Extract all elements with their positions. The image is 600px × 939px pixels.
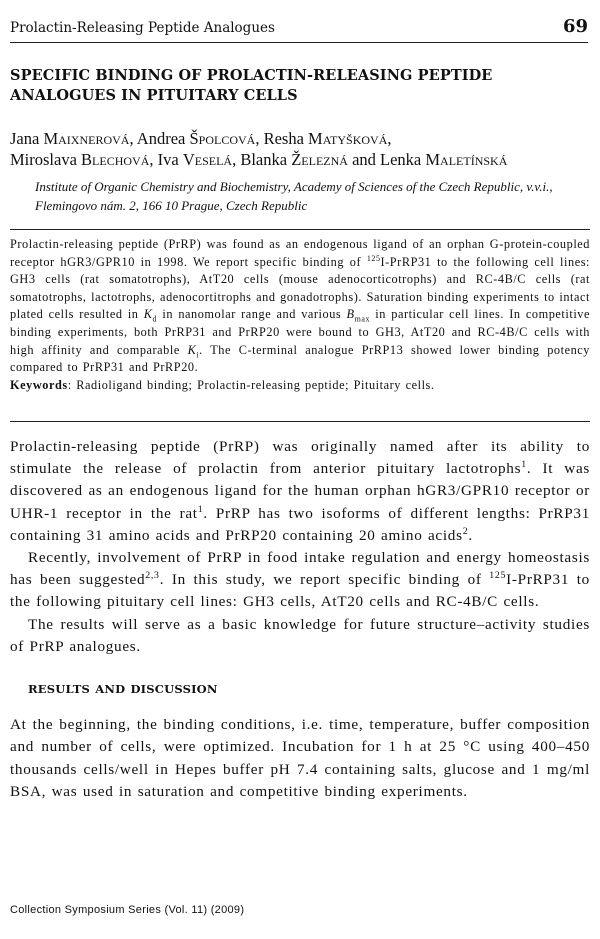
- author: Resha Matyšková: [263, 129, 388, 148]
- paragraph: Recently, involvement of PrRP in food intake regulation and energy homeostasis has been suggested$^{2,3}$. In this study, we report specific binding of $^{125}$I-PrRP31 to the following pituitary cell lines: GH3 cells, AtT20 cells and RC-4B/C cells.: [10, 549, 590, 611]
- keywords: Keywords: Radioligand binding; Prolactin-releasing peptide; Pituitary cells.: [10, 377, 435, 392]
- abstract-top-rule: [10, 229, 590, 230]
- paragraph: The results will serve as a basic knowledge for future structure–activity studies of PrRP analogues.: [10, 615, 590, 655]
- author: Andrea Špolcová: [136, 129, 256, 148]
- running-head: [10, 16, 588, 42]
- footer-series: Collection Symposium Series (Vol. 11) (2009): [10, 904, 245, 916]
- author-list: Jana Maixnerová, Andrea Špolcová, Resha Matyšková, Miroslava Blechová, Iva Veselá, Blanka Železná and Lenka Maletínská: [10, 129, 508, 169]
- header-rule: [10, 42, 588, 43]
- author: Lenka Maletínská: [380, 150, 508, 169]
- article-body: [10, 436, 590, 803]
- author: Jana Maixnerová: [10, 129, 130, 148]
- paragraph: At the beginning, the binding conditions, i.e. time, temperature, buffer composition and number of cells, were optimized. Incubation for 1 h at 25 °C using 400–450 thousands cells/well in Hepes buffer pH 7.4 containing salts, glucose and 1 mg/ml BSA, was used in saturation and competitive binding experiments.: [10, 716, 590, 800]
- abstract: [10, 236, 590, 394]
- author: Iva Veselá: [157, 150, 233, 169]
- abstract-bottom-rule: [10, 421, 590, 422]
- running-title: Prolactin-Releasing Peptide Analogues: [10, 20, 275, 36]
- page-number: 69: [562, 16, 588, 37]
- paragraph: Prolactin-releasing peptide (PrRP) was originally named after its ability to stimulate the release of prolactin from anterior pituitary lactotrophs$^1$. It was discovered as an endogenous ligand for the human orphan hGR3/GPR10 receptor or UHR-1 receptor in the rat$^1$. PrRP has two isoforms of different lengths: PrRP31 containing 31 amino acids and PrRP20 containing 20 amino acids$^2$.: [10, 438, 591, 544]
- affiliation: Institute of Organic Chemistry and Biochemistry, Academy of Sciences of the Czech Republic, v.v.i., Flemingovo nám. 2, 166 10 Prague, Czech Republic: [35, 179, 553, 213]
- author: Miroslava Blechová: [10, 150, 150, 169]
- author: Blanka Železná: [240, 150, 348, 169]
- section-heading: RESULTS AND DISCUSSION: [28, 682, 218, 697]
- abstract-text: Prolactin-releasing peptide (PrRP) was found as an endogenous ligand of an orphan G-protein-coupled receptor hGR3/GPR10 in 1998. We report specific binding of $^{125}$I-PrRP31 to the following cell lines: GH3 cells (rat somatotrophs), AtT20 cells (mouse adenocorticotrophs) and RC-4B/C cells (rat somatotrophs, lactotrophs, adenocortitrophs and gonadotrophs). Saturation binding experiments to intact plated cells resulted in $K_d$ in nanomolar range and various $B_{max}$ in particular cell lines. In competitive binding experiments, both PrRP31 and PrRP20 were bound to GH3, AtT20 and RC-4B/C cells with high affinity and comparable $K_i$. The C-terminal analogue PrRP13 showed lower binding potency compared to PrRP31 and PrRP20.: [10, 237, 590, 375]
- article-title: SPECIFIC BINDING OF PROLACTIN-RELEASING PEPTIDE ANALOGUES IN PITUITARY CELLS: [10, 67, 493, 104]
